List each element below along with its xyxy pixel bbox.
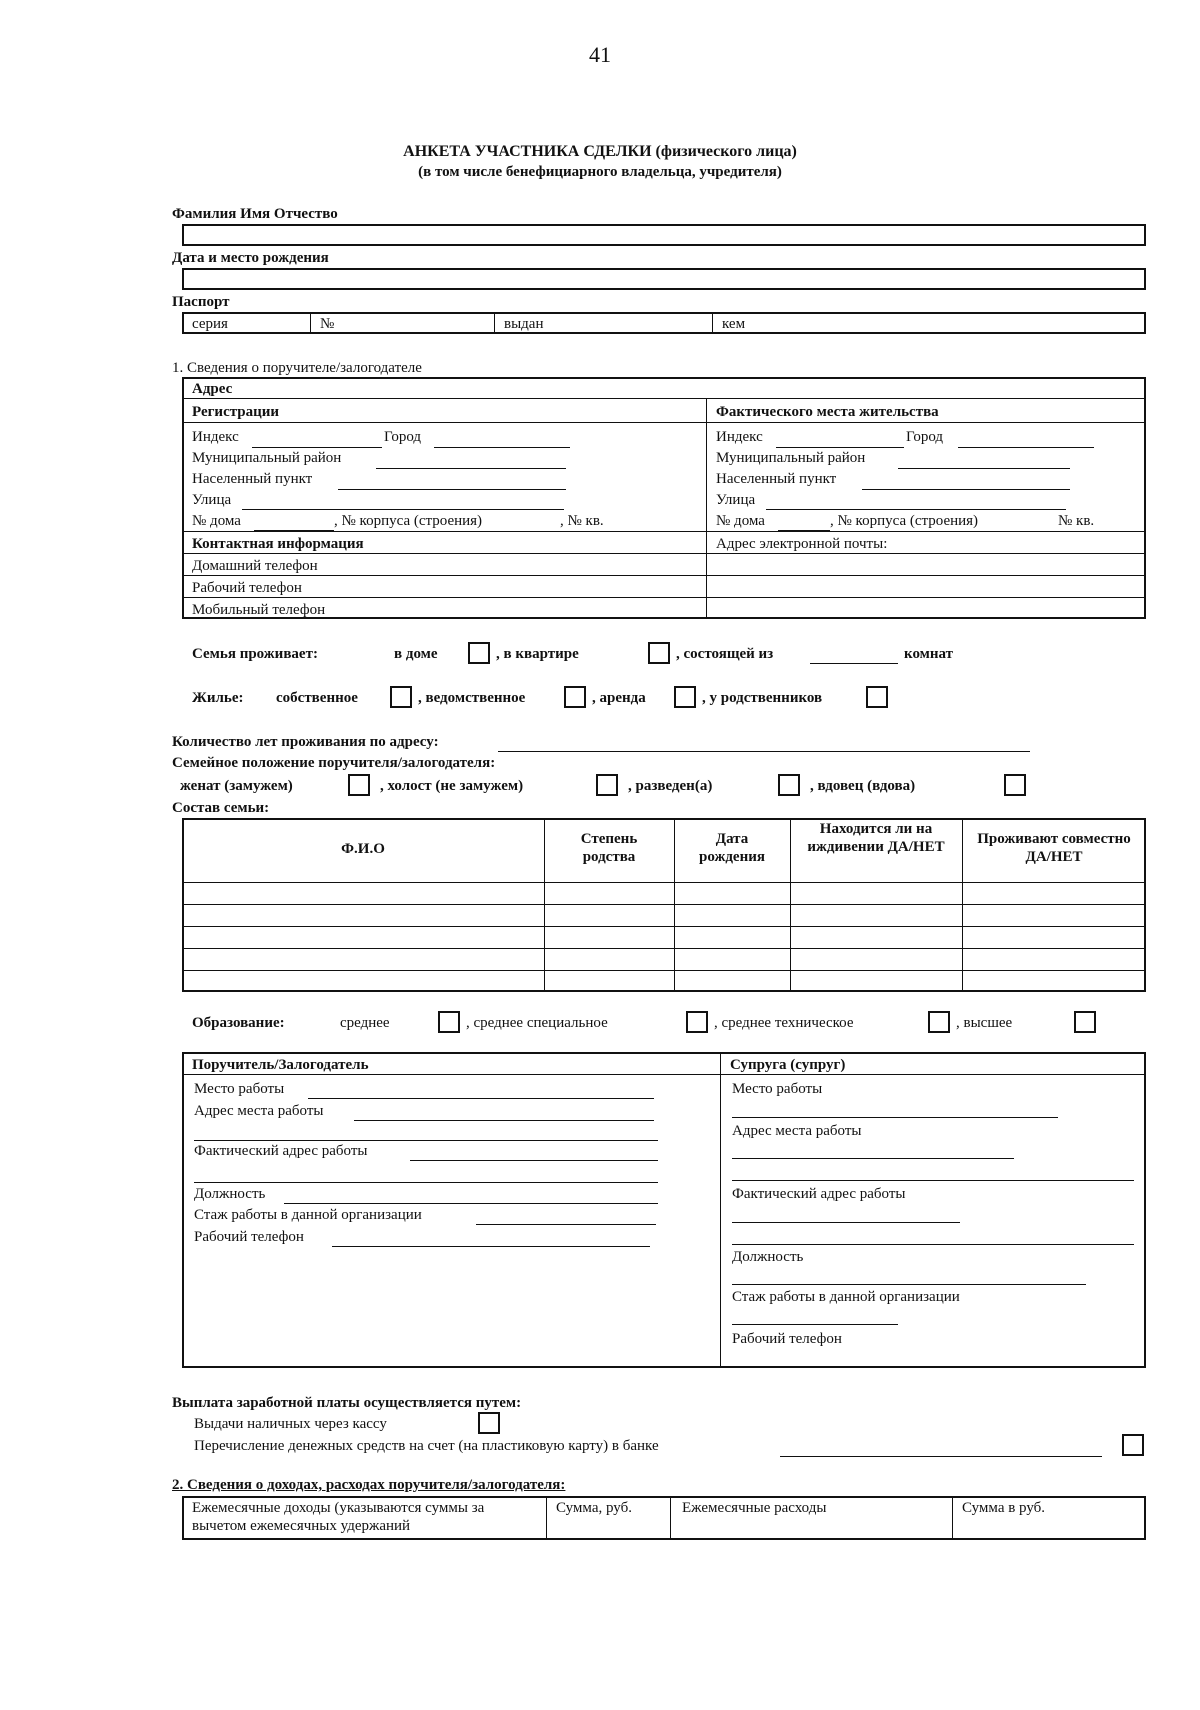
section2-title: 2. Сведения о доходах, расходах поручителя/залогодателя: — [172, 1477, 566, 1493]
spouse-tenure-line[interactable] — [732, 1324, 898, 1325]
relatives-checkbox[interactable] — [866, 686, 888, 708]
workplace-label: Место работы — [194, 1081, 285, 1097]
cohabit-column-header: Проживают совместно ДА/НЕТ — [977, 831, 1131, 865]
col-line — [720, 1052, 721, 1368]
relation-column-header: Степень родства — [580, 831, 638, 865]
birthdate-column-header: Дата рождения — [699, 831, 765, 865]
work-address-line-2[interactable] — [194, 1140, 658, 1141]
flat-checkbox[interactable] — [648, 642, 670, 664]
transfer-option-label: Перечисление денежных средств на счет (на пластиковую карту) в банке — [194, 1438, 659, 1454]
house-line[interactable] — [778, 530, 830, 531]
passport-series-label: серия — [192, 316, 228, 332]
row-line — [182, 553, 1146, 554]
spouse-actual-work-address-line-2[interactable] — [732, 1244, 1134, 1245]
col-line — [674, 818, 675, 992]
own-checkbox[interactable] — [390, 686, 412, 708]
row-line — [182, 948, 1146, 949]
actual-residence-label: Фактического места жительства — [716, 404, 939, 420]
district-line[interactable] — [376, 468, 566, 469]
spouse-actual-work-address-label: Фактический адрес работы — [732, 1186, 906, 1202]
row-line — [182, 926, 1146, 927]
special-checkbox[interactable] — [686, 1011, 708, 1033]
family-composition-label: Состав семьи: — [172, 800, 270, 816]
settlement-line[interactable] — [338, 489, 566, 490]
district-label: Муниципальный район — [192, 450, 342, 466]
family-lives-label: Семья проживает: — [192, 646, 318, 662]
work-phone-label: Рабочий телефон — [194, 1229, 304, 1245]
col-line — [670, 1496, 671, 1540]
street-label: Улица — [192, 492, 232, 508]
widowed-option-label: , вдовец (вдова) — [810, 778, 916, 794]
index-line[interactable] — [776, 447, 904, 448]
spouse-work-address-label: Адрес места работы — [732, 1123, 862, 1139]
district-label: Муниципальный район — [716, 450, 866, 466]
row-line — [182, 970, 1146, 971]
form-subtitle: (в том числе бенефициарного владельца, учредителя) — [418, 164, 782, 180]
single-option-label: , холост (не замужем) — [380, 778, 524, 794]
row-line — [182, 398, 1146, 399]
special-option-label: , среднее специальное — [466, 1015, 608, 1031]
passport-number-label: № — [320, 316, 335, 332]
district-line[interactable] — [898, 468, 1070, 469]
settlement-line[interactable] — [862, 489, 1070, 490]
rent-option-label: , аренда — [592, 690, 646, 706]
city-label: Город — [384, 429, 422, 445]
expenses-sum-header: Сумма в руб. — [962, 1500, 1046, 1516]
row-line — [182, 882, 1146, 883]
row-line — [182, 531, 1146, 532]
house-checkbox[interactable] — [468, 642, 490, 664]
street-line[interactable] — [242, 509, 564, 510]
index-label: Индекс — [716, 429, 763, 445]
passport-divider — [310, 312, 311, 334]
rooms-post-label: комнат — [904, 646, 953, 662]
actual-work-address-label: Фактический адрес работы — [194, 1143, 368, 1159]
passport-divider — [494, 312, 495, 334]
married-option-label: женат (замужем) — [180, 778, 293, 794]
secondary-option-label: среднее — [340, 1015, 390, 1031]
building-label: , № корпуса (строения) — [334, 513, 483, 529]
fio-field[interactable] — [182, 224, 1146, 246]
work-phone-label: Рабочий телефон — [192, 580, 302, 596]
col-line — [962, 818, 963, 992]
work-address-line[interactable] — [354, 1120, 654, 1121]
years-label: Количество лет проживания по адресу: — [172, 734, 439, 750]
spouse-work-address-line-2[interactable] — [732, 1180, 1134, 1181]
divorced-option-label: , разведен(а) — [628, 778, 713, 794]
section1-title: 1. Сведения о поручителе/залогодателе — [172, 360, 422, 376]
row-line — [182, 597, 1146, 598]
home-phone-label: Домашний телефон — [192, 558, 318, 574]
technical-option-label: , среднее техническое — [714, 1015, 854, 1031]
house-line[interactable] — [254, 530, 334, 531]
birth-label: Дата и место рождения — [172, 250, 329, 266]
row-line — [182, 1074, 1146, 1075]
col-line — [544, 818, 545, 992]
divorced-checkbox[interactable] — [778, 774, 800, 796]
dept-option-label: , ведомственное — [418, 690, 526, 706]
apt-label: , № кв. — [560, 513, 604, 529]
registration-label: Регистрации — [192, 404, 280, 420]
house-option-label: в доме — [394, 646, 438, 662]
income-sum-header: Сумма, руб. — [556, 1500, 632, 1516]
passport-by-label: кем — [722, 316, 746, 332]
cash-option-label: Выдачи наличных через кассу — [194, 1416, 387, 1432]
col-line — [706, 398, 707, 619]
flat-option-label: , в квартире — [496, 646, 579, 662]
technical-checkbox[interactable] — [928, 1011, 950, 1033]
house-label: № дома — [192, 513, 241, 529]
form-title: АНКЕТА УЧАСТНИКА СДЕЛКИ (физического лица) — [403, 143, 797, 160]
relatives-option-label: , у родственников — [702, 690, 823, 706]
bank-line[interactable] — [780, 1456, 1102, 1457]
cash-checkbox[interactable] — [478, 1412, 500, 1434]
dependent-column-header: Находится ли на иждивении ДА/НЕТ — [807, 821, 945, 855]
spouse-column-header: Супруга (супруг) — [730, 1057, 846, 1073]
col-line — [952, 1496, 953, 1540]
spouse-workplace-line[interactable] — [732, 1117, 1058, 1118]
row-line — [182, 575, 1146, 576]
secondary-checkbox[interactable] — [438, 1011, 460, 1033]
email-label: Адрес электронной почты: — [716, 536, 888, 552]
address-label: Адрес — [192, 381, 233, 397]
dept-checkbox[interactable] — [564, 686, 586, 708]
married-checkbox[interactable] — [348, 774, 370, 796]
spouse-position-label: Должность — [732, 1249, 804, 1265]
higher-checkbox[interactable] — [1074, 1011, 1096, 1033]
actual-work-address-line[interactable] — [410, 1160, 658, 1161]
passport-issued-label: выдан — [504, 316, 544, 332]
house-label: № дома — [716, 513, 765, 529]
building-label: , № корпуса (строения) — [830, 513, 979, 529]
spouse-actual-work-address-line[interactable] — [732, 1222, 960, 1223]
work-phone-line[interactable] — [332, 1246, 650, 1247]
higher-option-label: , высшее — [956, 1015, 1013, 1031]
tenure-label: Стаж работы в данной организации — [194, 1207, 422, 1223]
index-line[interactable] — [252, 447, 382, 448]
marital-label: Семейное положение поручителя/залогодателя: — [172, 755, 496, 771]
fio-label: Фамилия Имя Отчество — [172, 206, 338, 222]
position-line[interactable] — [284, 1203, 658, 1204]
street-label: Улица — [716, 492, 756, 508]
city-line[interactable] — [958, 447, 1094, 448]
row-line — [182, 904, 1146, 905]
spouse-position-line[interactable] — [732, 1284, 1086, 1285]
city-line[interactable] — [434, 447, 570, 448]
workplace-line[interactable] — [308, 1098, 654, 1099]
rent-checkbox[interactable] — [674, 686, 696, 708]
salary-label: Выплата заработной платы осуществляется путем: — [172, 1395, 522, 1411]
passport-divider — [712, 312, 713, 334]
housing-label: Жилье: — [192, 690, 244, 706]
apt-label: № кв. — [1058, 513, 1095, 529]
index-label: Индекс — [192, 429, 239, 445]
tenure-line[interactable] — [476, 1224, 656, 1225]
single-checkbox[interactable] — [596, 774, 618, 796]
birth-field[interactable] — [182, 268, 1146, 290]
spouse-work-phone-label: Рабочий телефон — [732, 1331, 842, 1347]
fio-column-header: Ф.И.О — [341, 841, 385, 857]
guarantor-column-header: Поручитель/Залогодатель — [192, 1057, 369, 1073]
spouse-work-address-line[interactable] — [732, 1158, 1014, 1159]
widowed-checkbox[interactable] — [1004, 774, 1026, 796]
monthly-income-header: Ежемесячные доходы (указываются суммы за вычетом ежемесячных удержаний — [192, 1500, 485, 1534]
settlement-label: Населенный пункт — [716, 471, 837, 487]
own-option-label: собственное — [276, 690, 358, 706]
passport-label: Паспорт — [172, 294, 230, 310]
settlement-label: Населенный пункт — [192, 471, 313, 487]
col-line — [546, 1496, 547, 1540]
position-label: Должность — [194, 1186, 266, 1202]
years-line[interactable] — [498, 751, 1030, 752]
col-line — [790, 818, 791, 992]
monthly-expenses-header: Ежемесячные расходы — [682, 1500, 827, 1516]
spouse-workplace-label: Место работы — [732, 1081, 823, 1097]
mobile-phone-label: Мобильный телефон — [192, 602, 326, 618]
rooms-pre-label: , состоящей из — [676, 646, 774, 662]
city-label: Город — [906, 429, 944, 445]
transfer-checkbox[interactable] — [1122, 1434, 1144, 1456]
address-table — [182, 377, 1146, 619]
actual-work-address-line-2[interactable] — [194, 1182, 658, 1183]
spouse-tenure-label: Стаж работы в данной организации — [732, 1289, 960, 1305]
page-number: 41 — [589, 42, 611, 67]
work-address-label: Адрес места работы — [194, 1103, 324, 1119]
rooms-line[interactable] — [810, 663, 898, 664]
row-line — [182, 422, 1146, 423]
contact-info-label: Контактная информация — [192, 536, 364, 552]
street-line[interactable] — [766, 509, 1066, 510]
education-label: Образование: — [192, 1015, 285, 1031]
